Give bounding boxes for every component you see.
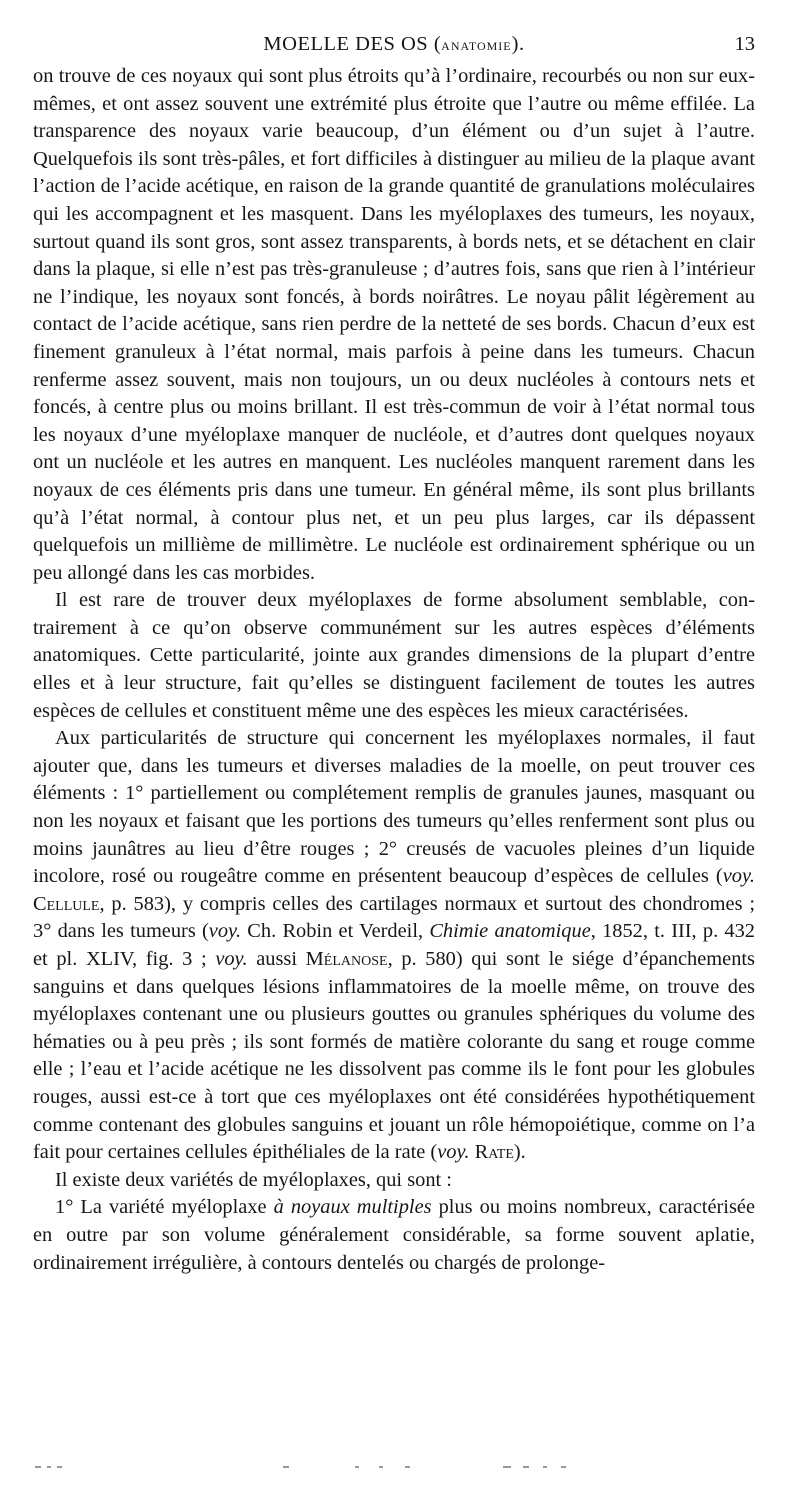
paragraph-shape: Il est rare de trouver deux myéloplaxes de forme absolument semblable, contrairement à ce qu’on observe communément sur les autres espèces d’éléments anatomiques. Cette particularité, jointe aux grandes dimensions de la plupart d’entre elles et à leur structure, fait qu’elles se distinguent facilement de toutes les autres espèces de cellules et constituent même une des espèces les mieux caractérisées. [33,589,755,722]
cross-ref-cellule: Cellule [33,892,100,915]
pathology-text-2: , p. 583), y compris celles des cartilages normaux et surtout des chondromes ; 3° dans les tumeurs ( [33,892,755,943]
voy-ref-1: voy. [722,865,755,888]
scan-footer-marks [33,1462,755,1472]
running-title-main: MOELLE DES OS ( [263,33,442,55]
cross-ref-rate: Rate [474,1141,514,1164]
citation-chimie-anatomique: Chimie anatomique [429,920,591,943]
paragraph-pathology [33,725,755,1167]
running-title-close: ). [511,33,525,55]
pathology-text-5: aussi [247,948,306,970]
voy-ref-2: voy. [208,920,242,943]
body-text [33,63,755,1277]
pathology-text-6: , p. 580) qui sont le siége d’épanchements sanguins et dans quelques lésions inflammatoires de la moelle même, on trouve des myéloplaxes contenant une ou plusieurs gouttes ou granules sphériques du volume des hématies ou à peu près ; ils sont formés de matière colorante du sang et rouge comme elle ; l’eau et l’acide acétique ne les dissolvent pas comme ils le font pour les globules rouges, aussi est-ce à tort que ces myéloplaxes ont été considérées hypothétiquement comme contenant des globules sanguins et jouant un rôle hémopoiétique, comme on l’a fait pour certaines cellules épithéliales de la rate ( [33,948,755,1164]
pathology-text-4: , 1852, t. III, p. 432 et pl. XLIV, fig. 3 ; [33,920,756,970]
pathology-text-1: Aux particularités de structure qui concernent les myéloplaxes normales, il faut ajouter que, dans les tumeurs et diverses maladies de la moelle, on peut trouver ces éléments : 1° partiellement ou complétement remplis de granules jaunes, masquant ou non les noyaux et faisant que les portions des tumeurs qu’elles renferment sont plus ou moins jaunâtres au lieu d’être rouges ; 2° creusés de vacuoles pleines d’un liquide incolore, rosé ou rougeâtre comme en présentent beaucoup d’espèces de cellules ( [33,727,755,888]
pathology-text-3: Ch. Robin et Verdeil, [241,920,430,943]
paragraph-nuclei: on trouve de ces noyaux qui sont plus étroits qu’à l’ordinaire, recourbés ou non sur eux-mêmes, et ont assez souvent une extrémité plus étroite que l’autre ou même effilée. La transparence des noyaux varie beaucoup, d’un élément ou d’un sujet à l’autre. Quelquefois ils sont très-pâles, et fort difficiles à distinguer au milieu de la plaque avant l’action de l’acide acétique, en raison de la grande quantité de granulations moléculaires qui les accompagnent et les masquent. Dans les myéloplaxes des tumeurs, les noyaux, surtout quand ils sont gros, sont assez transparents, à bords nets, et se détachent en clair dans la plaque, si elle n’est pas très-granuleuse ; d’autres fois, sans que rien à l’intérieur ne l’indique, les noyaux sont foncés, à bords noirâtres. Le noyau pâlit légèrement au contact de l’acide acétique, sans rien perdre de la netteté de ses bords. Chacun d’eux est finement granuleux à l’état normal, mais parfois à peine dans les tumeurs. Chacun renferme assez souvent, mais non toujours, un ou deux nucléoles à contours nets et foncés, à centre plus ou moins brillant. Il est très-commun de voir à l’état normal tous les noyaux d’une myéloplaxe manquer de nucléole, et d’autres dont quelques noyaux ont un nucléole et les autres en manquent. Les nucléoles manquent rarement dans les noyaux de ces éléments pris dans une tumeur. En général même, ils sont plus brillants qu’à l’état normal, à contour plus net, et un peu plus larges, car ils dépassent quelquefois un millième de millimètre. Le nucléole est ordinairement sphérique ou un peu allongé dans les cas morbides. [33,65,755,584]
voy-ref-3: voy. [215,948,248,970]
book-page [33,0,755,1503]
variety-1-text-2: plus ou moins nombreux, caractérisée en outre par son volume généralement considérable, sa forme souvent aplatie, ordinairement irrégulière, à contours dentelés ou chargés de prolonge- [33,1196,755,1274]
pathology-text-8: ). [513,1141,526,1164]
paragraph-variety-1 [33,1194,755,1277]
page-number: 13 [734,33,755,55]
paragraph-varieties-intro: Il existe deux variétés de myéloplaxes, qui sont : [55,1168,452,1191]
running-head [33,30,755,58]
variety-1-name: à noyaux multiples [273,1196,432,1219]
running-title-smallcaps: anatomie [441,35,512,54]
voy-ref-4: voy. [437,1141,470,1164]
cross-ref-melanose: Mélanose [305,948,388,970]
variety-1-text-1: 1° La variété myéloplaxe [55,1196,274,1219]
running-title [33,30,755,59]
